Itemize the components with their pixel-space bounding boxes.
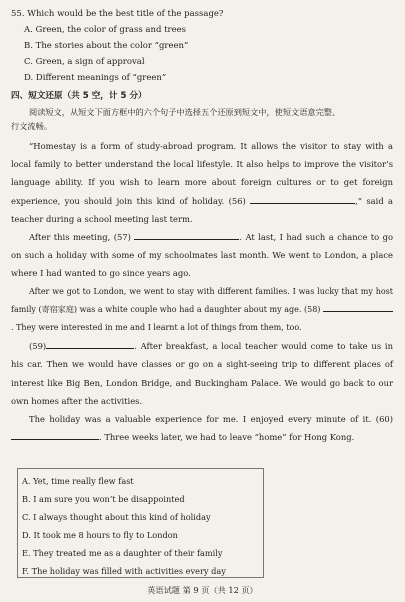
passage-paragraph-5-text-b: . Three weeks later, we had to leave “home” for Hong Kong. xyxy=(99,432,355,443)
answer-blank-59[interactable] xyxy=(46,339,134,349)
page-footer: 英语试题 第 9 页（共 12 页） xyxy=(147,585,258,595)
question-55-option-b: B. The stories about the color “green” xyxy=(24,41,189,51)
instructions-line-2: 行文流畅。 xyxy=(11,121,52,131)
passage-paragraph-1 xyxy=(11,137,393,228)
passage-paragraph-4-text-a: (59) xyxy=(29,341,47,352)
passage-paragraph-3 xyxy=(11,283,393,338)
choice-c: C. I always thought about this kind of holiday xyxy=(22,512,211,522)
answer-blank-57[interactable] xyxy=(134,230,239,240)
choice-e: E. They treated me as a daughter of their family xyxy=(22,548,223,558)
passage-paragraph-4-text-b: . After breakfast, a local teacher would come to take us in his car. Then we would have classes or go on a sight-seeing trip to different places of interest like Big Ben, London Bridge, and Buckingham Palace. We would go back to our own homes after the activities. xyxy=(11,341,393,406)
passage-paragraph-1-text-a: “Homestay is a form of study-abroad program. It allows the visitor to stay with a local family to better understand the local lifestyle. It also helps to improve the visitor’s language ability. If you wish to learn more about foreign cultures or to get foreign experience, you should join this kind of holiday. (56) xyxy=(11,141,393,206)
passage-paragraph-4 xyxy=(11,337,393,410)
question-55-option-d: D. Different meanings of “green” xyxy=(24,73,167,83)
choice-b: B. I am sure you won’t be disappointed xyxy=(22,494,185,504)
choice-d: D. It took me 8 hours to fly to London xyxy=(22,530,178,540)
choice-a: A. Yet, time really flew fast xyxy=(22,476,134,486)
passage-paragraph-5 xyxy=(11,410,393,446)
choice-f: F. The holiday was filled with activities every day xyxy=(22,566,226,576)
question-55-option-a: A. Green, the color of grass and trees xyxy=(24,25,186,35)
question-55-option-c: C. Green, a sign of approval xyxy=(24,57,145,67)
passage xyxy=(11,137,393,446)
instructions-line-1: 阅读短文，从短文下面方框中的六个句子中选择五个还原到短文中，使短文语意完整、 xyxy=(29,107,341,117)
choices-box xyxy=(17,468,264,578)
answer-blank-60[interactable] xyxy=(11,430,99,440)
section-heading: 四、短文还原（共 5 空，计 5 分） xyxy=(11,91,147,101)
question-55-stem: 55. Which would be the best title of the passage? xyxy=(11,9,224,19)
answer-blank-58[interactable] xyxy=(323,302,393,312)
passage-paragraph-2 xyxy=(11,228,393,283)
passage-paragraph-2-text-b: . At last, I had such a chance to go on such a holiday with some of my schoolmates last month. We went to London, a place where I had wanted to go since years ago. xyxy=(11,232,394,279)
passage-paragraph-3-text-b: . They were interested in me and I learnt a lot of things from them, too. xyxy=(11,323,302,333)
passage-paragraph-1-text-b: ,” said a teacher during a school meeting last term. xyxy=(11,195,393,224)
passage-paragraph-2-text-a: After this meeting, (57) xyxy=(29,232,131,243)
passage-paragraph-5-text-a: The holiday was a valuable experience for me. I enjoyed every minute of it. (60) xyxy=(29,414,393,425)
answer-blank-56[interactable] xyxy=(250,194,355,204)
passage-paragraph-3-text-a: After we got to London, we went to stay with different families. I was lucky that my host family (寄宿家庭) was a white couple who had a daughter about my age. (58) xyxy=(11,286,393,314)
